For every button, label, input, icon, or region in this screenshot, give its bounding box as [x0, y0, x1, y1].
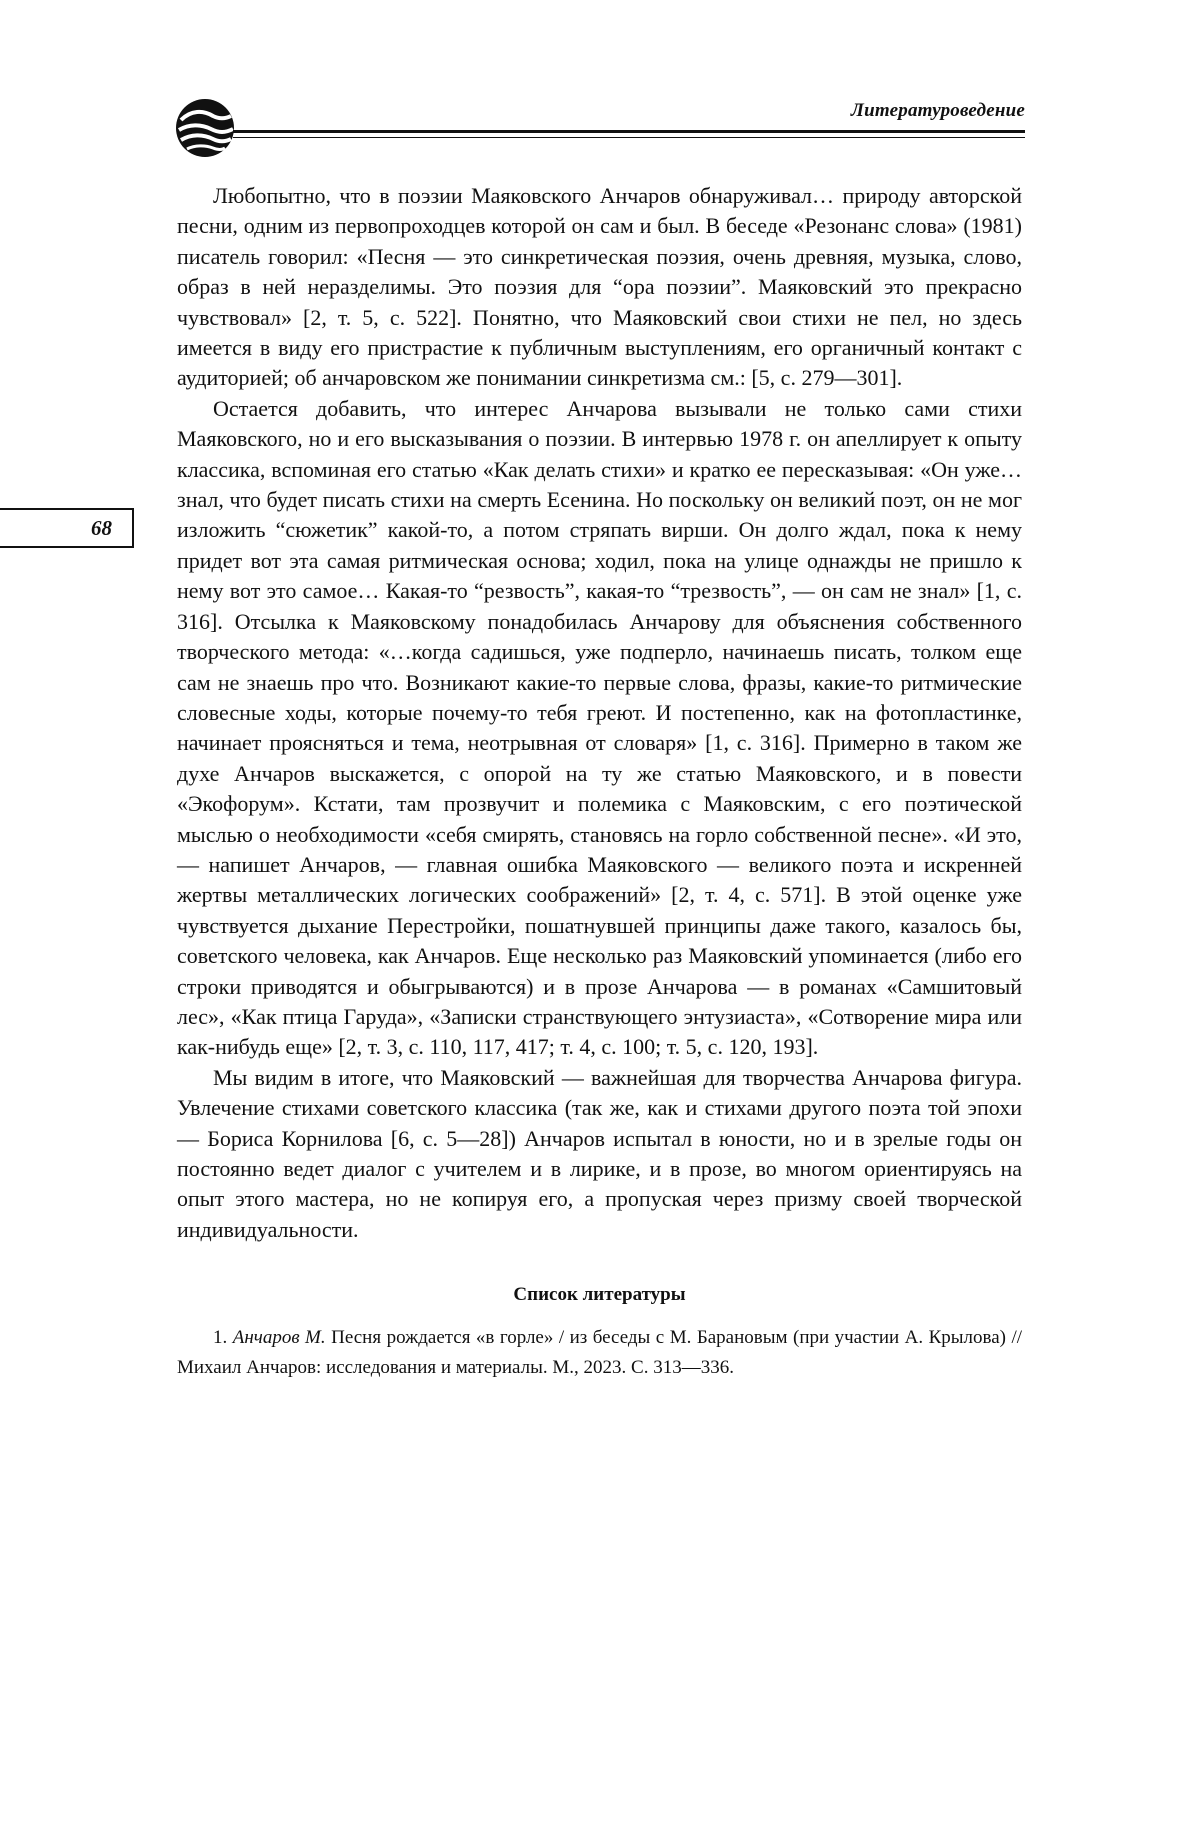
references-heading: Список литературы	[513, 1284, 686, 1306]
header-rule-thin	[233, 137, 1025, 138]
header-rule-thick	[233, 130, 1025, 133]
paragraph: Любопытно, что в поэзии Маяковского Анчаров обнаруживал… природу авторской песни, одним из первопроходцев которой он сам и был. В беседе «Резонанс слова» (1981) писатель говорил: «Песня — это синкретическая поэзия, очень древняя, музыка, слово, образ в ней неразделимы. Это поэзия для “ора поэзии”. Маяковский это прекрасно чувствовал» [2, т. 5, с. 522]. Понятно, что Маяковский свои стихи не пел, но здесь имеется в виду его пристрастие к публичным выступлениям, его органичный контакт с аудиторией; об анчаровском же понимании синкретизма см.: [5, с. 279—301].	[177, 183, 1022, 391]
reference-item	[177, 1323, 1022, 1383]
reference-number: 1.	[213, 1327, 228, 1349]
reference-author: Анчаров М.	[232, 1327, 326, 1349]
waves-emblem-icon	[173, 96, 237, 160]
article-body	[177, 181, 1022, 1383]
paragraph: Мы видим в итоге, что Маяковский — важнейшая для творчества Анчарова фигура. Увлечение стихами советского классика (так же, как и стихами другого поэта той эпохи — Бориса Корнилова [6, с. 5—28]) Анчаров испытал в юности, но и в зрелые годы он постоянно ведет диалог с учителем и в лирике, и в прозе, во многом ориентируясь на опыт этого мастера, но не копируя его, а пропуская через призму своей творческой индивидуальности.	[177, 1064, 1022, 1242]
section-title: Литературоведение	[850, 100, 1025, 121]
page-number: 68	[0, 508, 134, 548]
paragraph: Остается добавить, что интерес Анчарова вызывали не только сами стихи Маяковского, но и его высказывания о поэзии. В интервью 1978 г. он апеллирует к опыту классика, вспоминая его статью «Как делать стихи» и кратко ее пересказывая: «Он уже… знал, что будет писать стихи на смерть Есенина. Но поскольку он великий поэт, он не мог изложить “сюжетик” какой-то, а потом стряпать вирши. Он долго ждал, пока к нему придет вот эта самая ритмическая основа; ходил, пока на улице однажды не пришло к нему вот это самое… Какая-то “резвость”, какая-то “трезвость”, — он сам не знал» [1, с. 316]. Отсылка к Маяковскому понадобилась Анчарову для объяснения собственного творческого метода: «…когда садишься, уже подперло, начинаешь писать, толком еще сам не знаешь про что. Возникают какие-то первые слова, фразы, какие-то ритмические словесные ходы, которые почему-то тебя греют. И постепенно, как на фотопластинке, начинает проясняться и тема, неотрывная от словаря» [1, с. 316]. Примерно в таком же духе Анчаров выскажется, с опорой на ту же статью Маяковского, и в повести «Экофорум». Кстати, там прозвучит и полемика с Маяковским, с его поэтической мыслью о необходимости «себя смирять, становясь на горло собственной песне». «И это, — напишет Анчаров, — главная ошибка Маяковского — великого поэта и искренней жертвы металлических логических соображений» [2, т. 4, с. 571]. В этой оценке уже чувствуется дыхание Перестройки, пошатнувшей принципы даже такого, казалось бы, советского человека, как Анчаров. Еще несколько раз Маяковский упоминается (либо его строки приводятся и обыгрываются) и в прозе Анчарова — в романах «Самшитовый лес», «Как птица Гаруда», «Записки странствующего энтузиаста», «Сотворение мира или как-нибудь еще» [2, т. 3, с. 110, 117, 417; т. 4, с. 100; т. 5, с. 120, 193].	[177, 395, 1022, 1060]
running-header	[173, 96, 1025, 160]
reference-text: Песня рождается «в горле» / из беседы с М. Барановым (при участии А. Крылова) // Михаил Анчаров: исследования и материалы. М., 2023. С. 313—336.	[177, 1327, 1023, 1379]
